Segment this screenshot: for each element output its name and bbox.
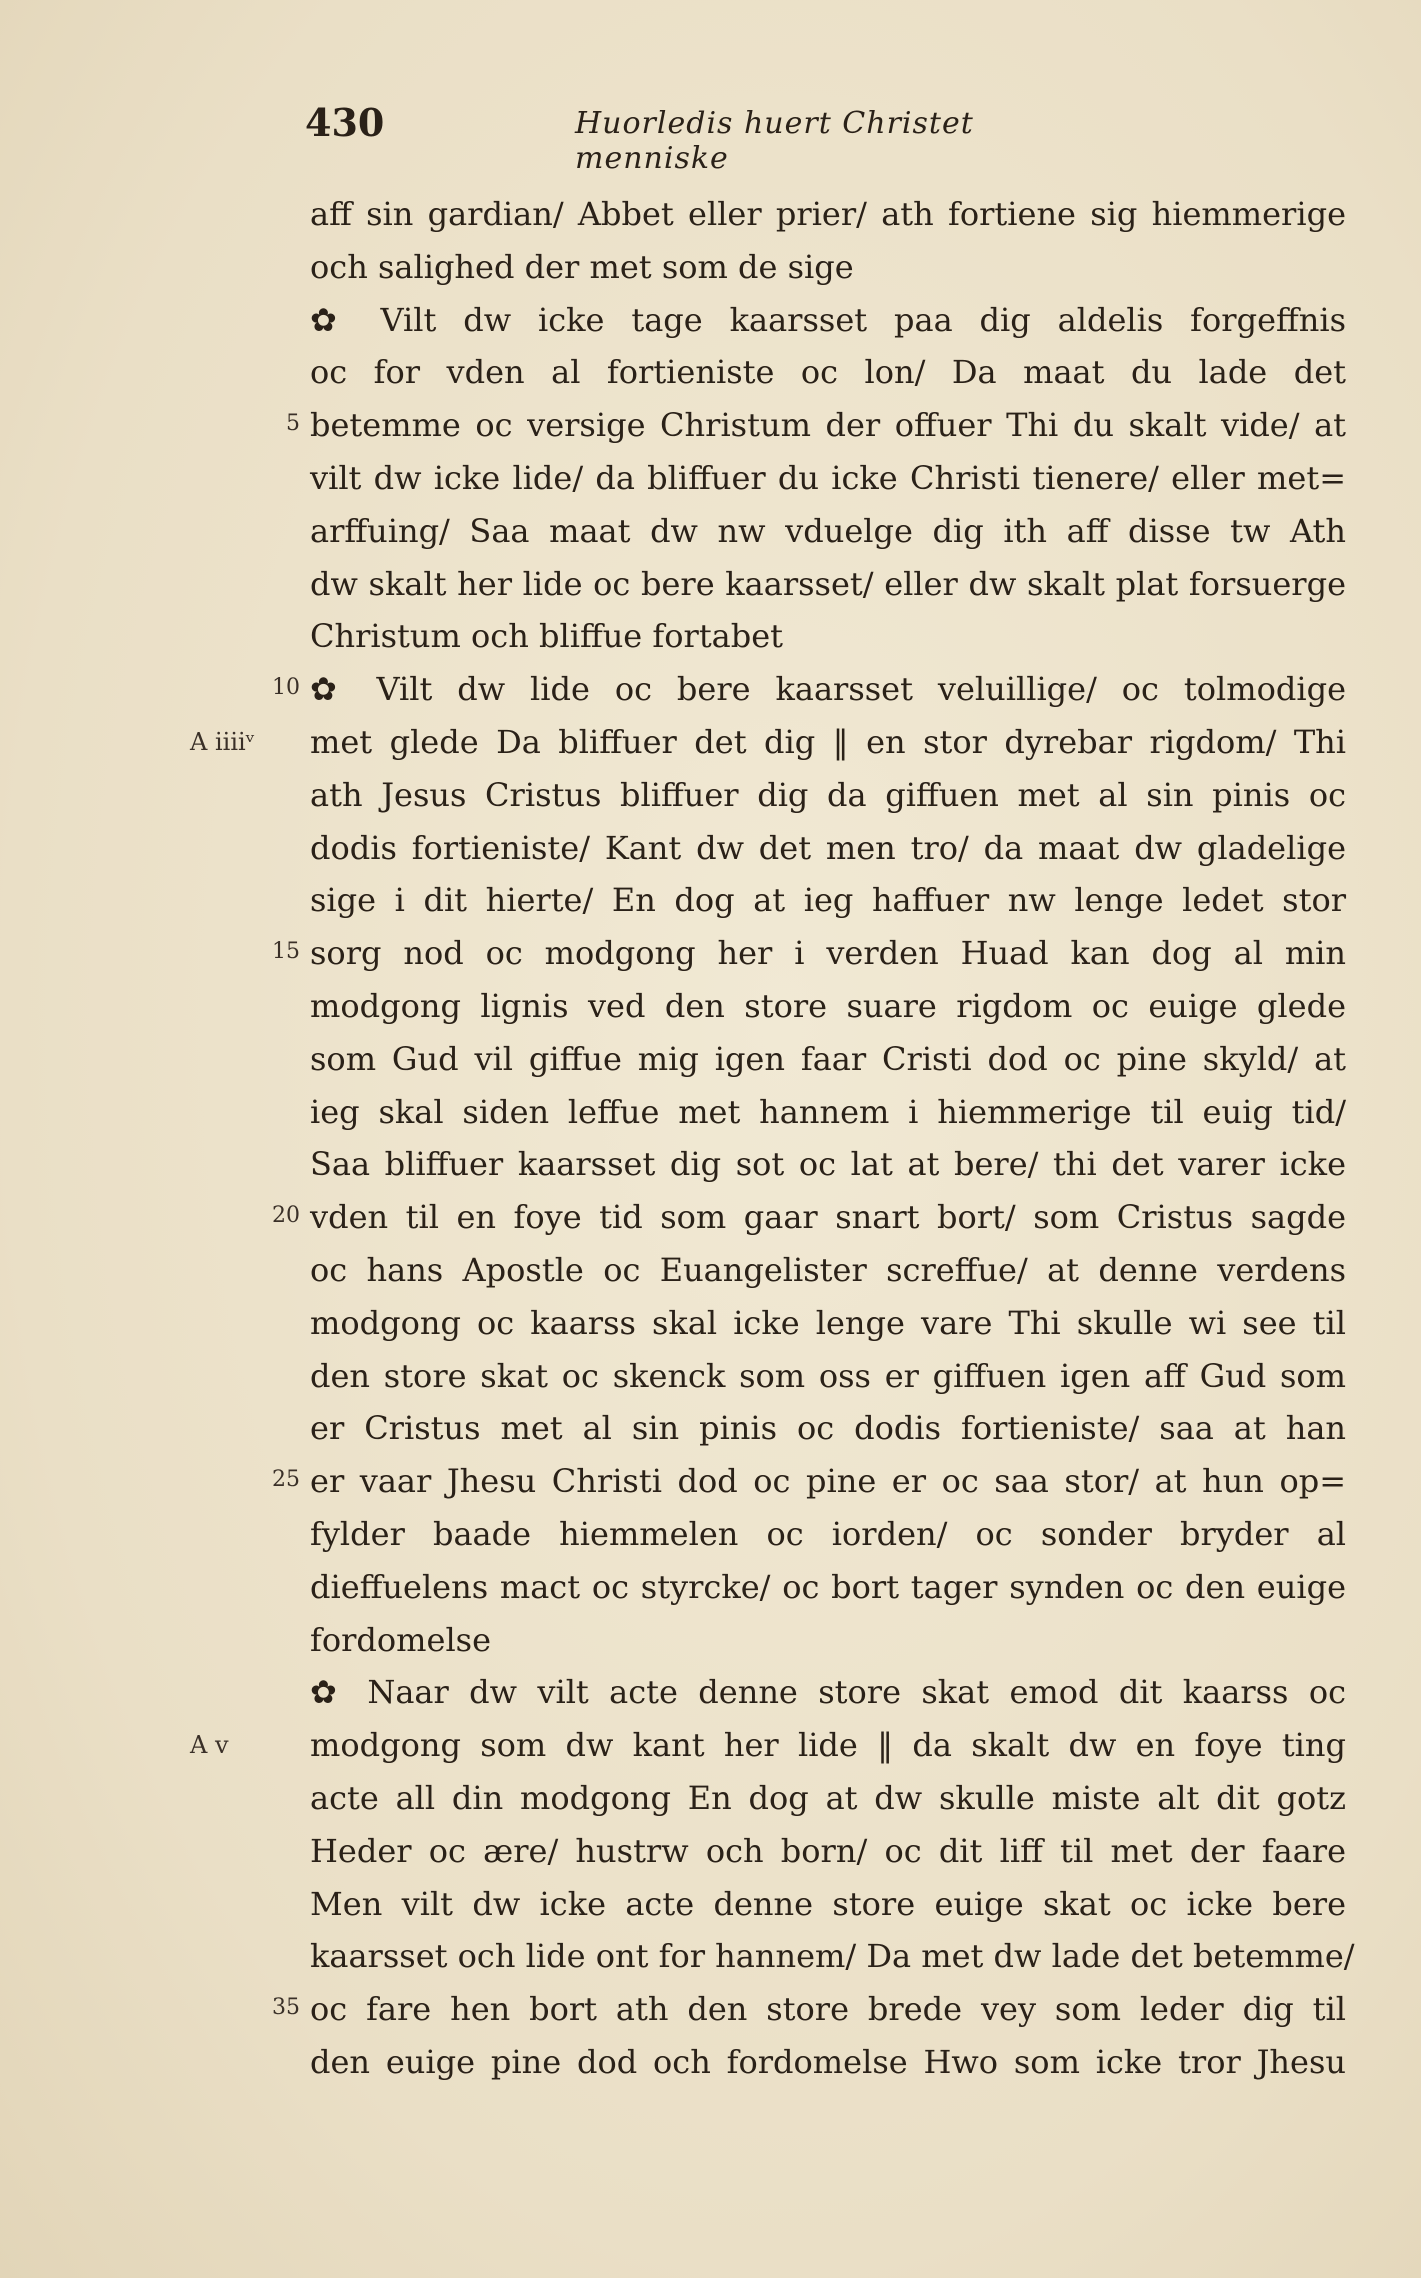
line-text: Christum och bliffue fortabet xyxy=(310,617,784,655)
signature-mark: A iiiiᵛ xyxy=(190,728,255,756)
text-line xyxy=(310,1086,1346,1138)
text-line xyxy=(310,822,1346,874)
text-line xyxy=(310,505,1346,557)
text-line xyxy=(310,1930,1355,1982)
text-line xyxy=(310,610,1346,662)
line-text: oc fare hen bort ath den store brede vey som leder dig til xyxy=(310,1990,1346,2028)
line-text: dw skalt her lide oc bere kaarsset/ eller dw skalt plat forsuerge xyxy=(310,565,1346,603)
line-number: 25 xyxy=(272,1467,300,1492)
line-text: arffuing/ Saa maat dw nw vduelge dig ith aff disse tw Ath xyxy=(310,512,1346,550)
text-line xyxy=(310,1508,1346,1560)
line-text: den store skat oc skenck som oss er giffuen igen aff Gud som xyxy=(310,1357,1346,1395)
line-text: oc hans Apostle oc Euangelister screffue/ at denne verdens xyxy=(310,1251,1346,1289)
text-line xyxy=(310,1983,1346,2035)
line-text: er vaar Jhesu Christi dod oc pine er oc saa stor/ at hun op= xyxy=(310,1462,1346,1500)
line-text: Men vilt dw icke acte denne store euige skat oc icke bere xyxy=(310,1885,1346,1923)
line-text: modgong som dw kant her lide ‖ da skalt dw en foye ting xyxy=(310,1726,1346,1764)
text-line xyxy=(310,1455,1346,1507)
line-text: Heder oc ære/ hustrw och born/ oc dit liff til met der faare xyxy=(310,1832,1346,1870)
line-text: dodis fortieniste/ Kant dw det men tro/ da maat dw gladelige xyxy=(310,829,1346,867)
text-line xyxy=(310,1033,1346,1085)
line-text: modgong lignis ved den store suare rigdom oc euige glede xyxy=(310,987,1346,1025)
text-line xyxy=(310,558,1346,610)
running-head: Huorledis huert Christet menniske xyxy=(575,106,974,176)
line-text: acte all din modgong En dog at dw skulle miste alt dit gotz xyxy=(310,1779,1346,1817)
line-text: aff sin gardian/ Abbet eller prier/ ath fortiene sig hiemmerige xyxy=(310,195,1346,233)
text-line xyxy=(310,1350,1346,1402)
text-line xyxy=(310,346,1346,398)
line-text: sorg nod oc modgong her i verden Huad kan dog al min xyxy=(310,934,1346,972)
text-line xyxy=(310,769,1346,821)
line-text: vden til en foye tid som gaar snart bort/ som Cristus sagde xyxy=(310,1198,1346,1236)
line-text: fylder baade hiemmelen oc iorden/ oc sonder bryder al xyxy=(310,1515,1346,1553)
text-line xyxy=(310,716,1346,768)
text-line xyxy=(310,927,1346,979)
text-line xyxy=(310,1878,1346,1930)
line-text: betemme oc versige Christum der offuer Thi du skalt vide/ at xyxy=(310,406,1346,444)
line-text: oc for vden al fortieniste oc lon/ Da maat du lade det xyxy=(310,353,1346,391)
text-line xyxy=(310,980,1346,1032)
text-line xyxy=(310,1138,1346,1190)
line-text: ieg skal siden leffue met hannem i hiemmerige til euig tid/ xyxy=(310,1093,1346,1131)
text-line xyxy=(310,1402,1346,1454)
page-number: 430 xyxy=(305,100,385,145)
text-line xyxy=(310,1614,1346,1666)
line-text: ath Jesus Cristus bliffuer dig da giffuen met al sin pinis oc xyxy=(310,776,1346,814)
line-number: 10 xyxy=(272,675,300,700)
text-line xyxy=(310,1297,1346,1349)
line-number: 35 xyxy=(272,1995,300,2020)
line-text: som Gud vil giffue mig igen faar Cristi dod oc pine skyld/ at xyxy=(310,1040,1346,1078)
text-line xyxy=(310,1825,1346,1877)
signature-mark: A v xyxy=(190,1731,229,1759)
line-text: dieffuelens mact oc styrcke/ oc bort tager synden oc den euige xyxy=(310,1568,1346,1606)
text-line xyxy=(310,188,1346,240)
text-line xyxy=(310,663,1346,715)
text-line xyxy=(310,294,1346,346)
text-line xyxy=(310,1561,1346,1613)
page-header xyxy=(305,100,1135,176)
text-line xyxy=(310,399,1346,451)
line-text: met glede Da bliffuer det dig ‖ en stor dyrebar rigdom/ Thi xyxy=(310,723,1346,761)
line-text: sige i dit hierte/ En dog at ieg haffuer nw lenge ledet stor xyxy=(310,881,1346,919)
text-line xyxy=(310,1666,1346,1718)
line-text: vilt dw icke lide/ da bliffuer du icke Christi tienere/ eller met= xyxy=(310,459,1346,497)
text-line xyxy=(310,1772,1346,1824)
text-line xyxy=(310,2036,1346,2088)
line-text: fordomelse xyxy=(310,1621,492,1659)
text-line xyxy=(310,452,1346,504)
text-line xyxy=(310,1719,1346,1771)
line-text: ✿ Naar dw vilt acte denne store skat emod dit kaarss oc xyxy=(310,1673,1346,1711)
line-text: ✿ Vilt dw icke tage kaarsset paa dig aldelis forgeffnis xyxy=(310,301,1346,339)
line-number: 20 xyxy=(272,1203,300,1228)
text-line xyxy=(310,241,1346,293)
line-text: kaarsset och lide ont for hannem/ Da met dw lade det betemme/ xyxy=(310,1937,1355,1975)
text-line xyxy=(310,1244,1346,1296)
line-text: Saa bliffuer kaarsset dig sot oc lat at bere/ thi det varer icke xyxy=(310,1145,1346,1183)
text-line xyxy=(310,874,1346,926)
text-line xyxy=(310,1191,1346,1243)
line-number: 15 xyxy=(272,939,300,964)
line-number: 5 xyxy=(286,411,300,436)
line-text: den euige pine dod och fordomelse Hwo som icke tror Jhesu xyxy=(310,2043,1346,2081)
line-text: ✿ Vilt dw lide oc bere kaarsset veluillige/ oc tolmodige xyxy=(310,670,1346,708)
line-text: modgong oc kaarss skal icke lenge vare Thi skulle wi see til xyxy=(310,1304,1346,1342)
line-text: er Cristus met al sin pinis oc dodis fortieniste/ saa at han xyxy=(310,1409,1346,1447)
line-text: och salighed der met som de sige xyxy=(310,248,854,286)
